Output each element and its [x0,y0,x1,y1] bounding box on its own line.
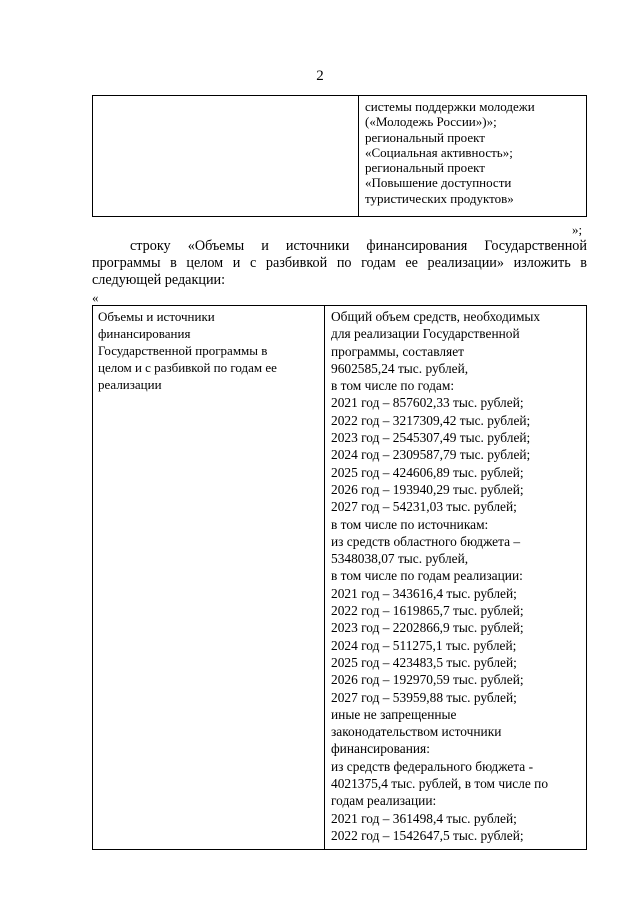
word: с [249,255,257,271]
table-line: Объемы и источники [98,309,215,324]
table-line: для реализации Государственной [331,326,520,342]
table-line: региональный проект [365,129,485,145]
word: «Объемы [187,238,245,254]
paragraph-line-1 [92,238,587,255]
word: реализации» [427,255,504,271]
table-line: 2024 год – 2309587,79 тыс. рублей; [331,447,531,463]
table-line: 5348038,07 тыс. рублей, [331,551,469,567]
word: разбивкой [265,255,328,271]
word: в [580,255,587,271]
table-line: 2022 год – 3217309,42 тыс. рублей; [331,412,531,428]
table-line: 2026 год – 192970,59 тыс. рублей; [331,672,524,688]
funding-table-value-cell [325,306,586,849]
word: ее [405,255,418,271]
continued-table [92,95,587,217]
table-line: программы, составляет [331,343,464,359]
funding-table-label-cell [93,306,325,849]
table-line: целом и с разбивкой по годам ее [98,360,277,375]
table-line: туристических продуктов» [365,190,514,206]
word: годам [361,255,396,271]
opening-quote: « [92,290,99,305]
table-line: 2024 год – 511275,1 тыс. рублей; [331,637,517,653]
word: и [261,238,269,254]
table-line: Государственной программы в [98,343,268,358]
table-line: 2022 год – 1619865,7 тыс. рублей; [331,603,524,619]
paragraph-line-2 [92,255,587,272]
table-line: Общий объем средств, необходимых [331,309,541,324]
word: целом [186,255,224,271]
word: и [232,255,241,271]
table-line: 2021 год – 857602,33 тыс. рублей; [331,395,524,411]
closing-quote: »; [572,222,583,237]
table-line: реализации [98,377,162,392]
table-line: годам реализации: [331,793,437,809]
table-line: 2025 год – 424606,89 тыс. рублей; [331,464,524,480]
table-line: региональный проект [365,160,485,176]
continued-table-left-cell [93,96,359,216]
table-line: из средств областного бюджета – [331,533,521,549]
word: финансирования [366,238,468,254]
table-line: 2023 год – 2202866,9 тыс. рублей; [331,620,524,636]
table-line: из средств федерального бюджета - [331,758,534,774]
table-line: законодательством источники [331,724,502,740]
table-line: 2026 год – 193940,29 тыс. рублей; [331,481,524,497]
table-line: иные не запрещенные [331,706,457,722]
table-line: в том числе по годам: [331,378,455,394]
table-line: «Социальная активность»; [365,144,513,160]
word: в [170,255,177,271]
table-line: «Повышение доступности [365,175,512,191]
table-line: 2027 год – 53959,88 тыс. рублей; [331,689,517,705]
word: строку [130,238,171,254]
paragraph-line-3: следующей редакции: [92,272,226,288]
table-line: 2025 год – 423483,5 тыс. рублей; [331,654,517,670]
word: программы [92,255,161,271]
continued-table-right-cell [359,96,586,216]
table-line: 2027 год – 54231,03 тыс. рублей; [331,499,517,515]
table-line: финансирования: [331,741,430,757]
word: изложить [513,255,571,271]
funding-table [92,305,587,850]
table-line: финансирования [98,326,191,341]
page-number: 2 [316,68,324,84]
table-line: 2023 год – 2545307,49 тыс. рублей; [331,430,531,446]
table-line: 2021 год – 361498,4 тыс. рублей; [331,810,517,826]
table-line: 9602585,24 тыс. рублей, [331,360,469,376]
table-line: 2022 год – 1542647,5 тыс. рублей; [331,827,524,843]
word: по [336,255,352,271]
table-line: 4021375,4 тыс. рублей, в том числе по [331,776,549,792]
table-line: («Молодежь России»)»; [365,114,497,130]
table-line: системы поддержки молодежи [365,99,535,114]
table-line: 2021 год – 343616,4 тыс. рублей; [331,585,517,601]
table-line: в том числе по источникам: [331,516,489,532]
table-line: в том числе по годам реализации: [331,568,523,584]
amendment-paragraph [92,238,587,289]
word: Государственной [484,238,587,254]
word: источники [285,238,350,254]
